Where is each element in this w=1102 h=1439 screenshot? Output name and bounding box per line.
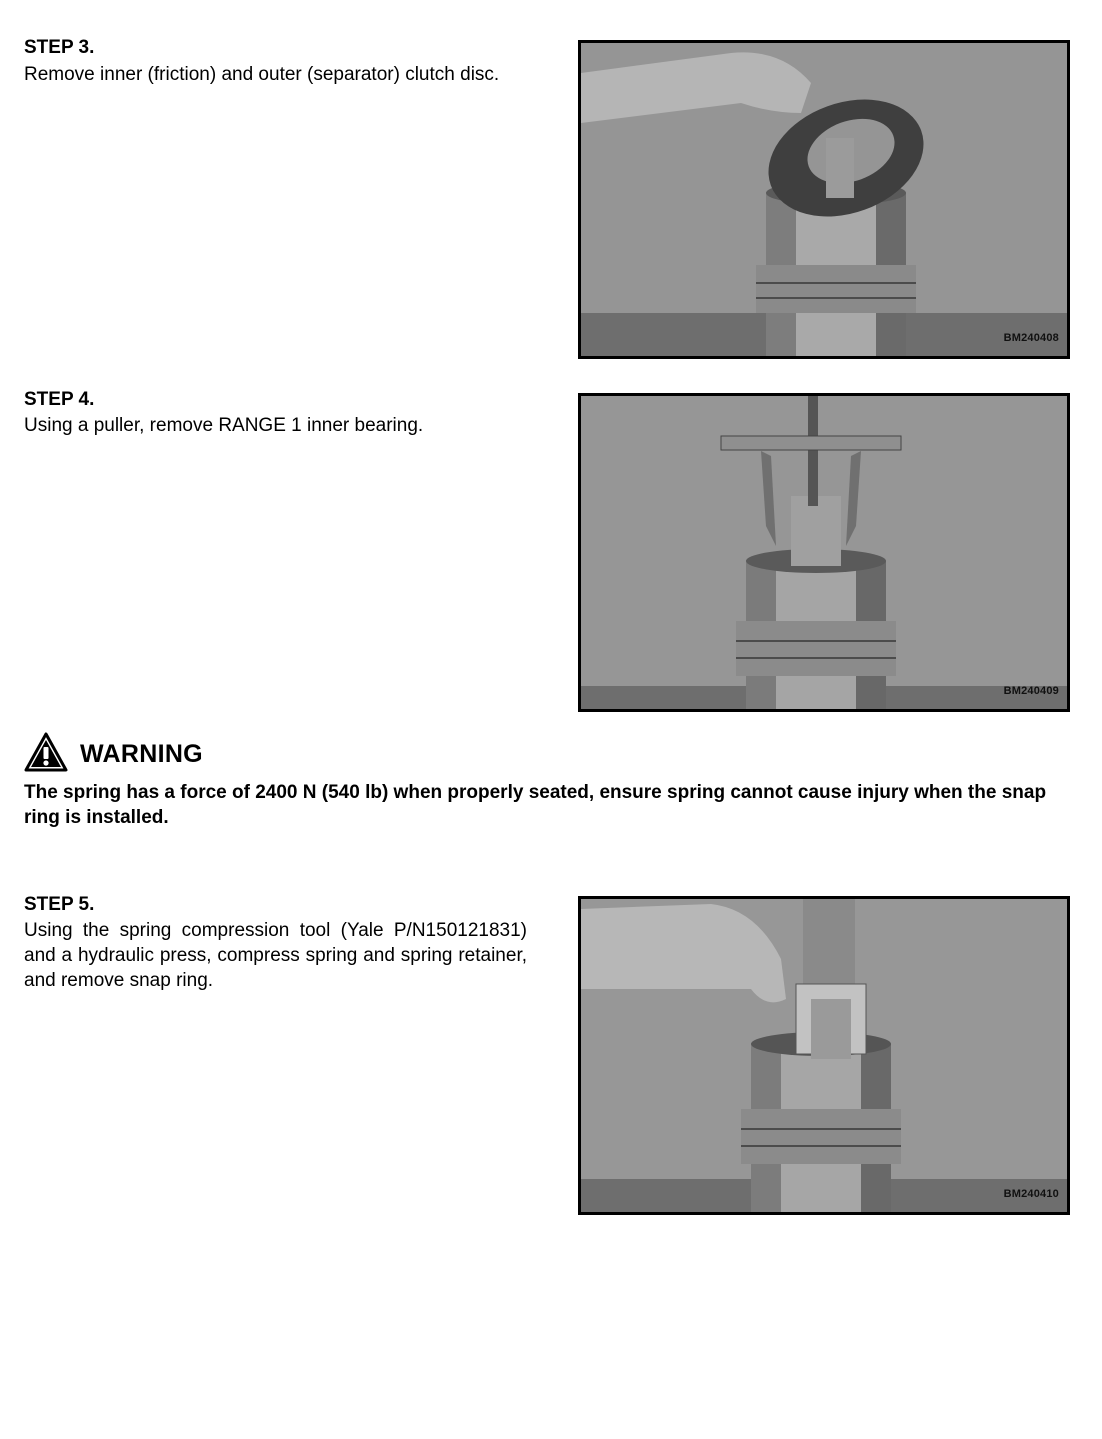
bearing-puller-image: [581, 396, 1070, 712]
warning-label: WARNING: [80, 739, 203, 768]
step-5-photo: [578, 896, 1070, 1215]
step-3-photo: [578, 40, 1070, 359]
step-5-title: STEP 5.: [24, 894, 95, 915]
step-4-text: Using a puller, remove RANGE 1 inner bearing.: [24, 415, 424, 436]
step-4-photo: [578, 393, 1070, 712]
photo-id-label: BM240408: [1003, 332, 1059, 344]
step-4-title: STEP 4.: [24, 389, 95, 410]
warning-text: The spring has a force of 2400 N (540 lb) when properly seated, ensure spring cannot cause injury when the snap ring is installed.: [24, 782, 1047, 828]
step-5-text: Using the spring compression tool (Yale P/N150121831) and a hydraulic press, compress spring and spring retainer, and remove snap ring.: [24, 920, 527, 991]
warning-triangle-icon: [24, 732, 68, 777]
photo-id-label: BM240409: [1003, 685, 1059, 697]
warning-heading: [24, 734, 203, 774]
clutch-disc-removal-image: [581, 43, 1070, 359]
spring-compression-image: [581, 899, 1070, 1215]
step-3-title: STEP 3.: [24, 37, 95, 58]
step-3-text: Remove inner (friction) and outer (separator) clutch disc.: [24, 64, 500, 85]
photo-id-label: BM240410: [1003, 1188, 1059, 1200]
